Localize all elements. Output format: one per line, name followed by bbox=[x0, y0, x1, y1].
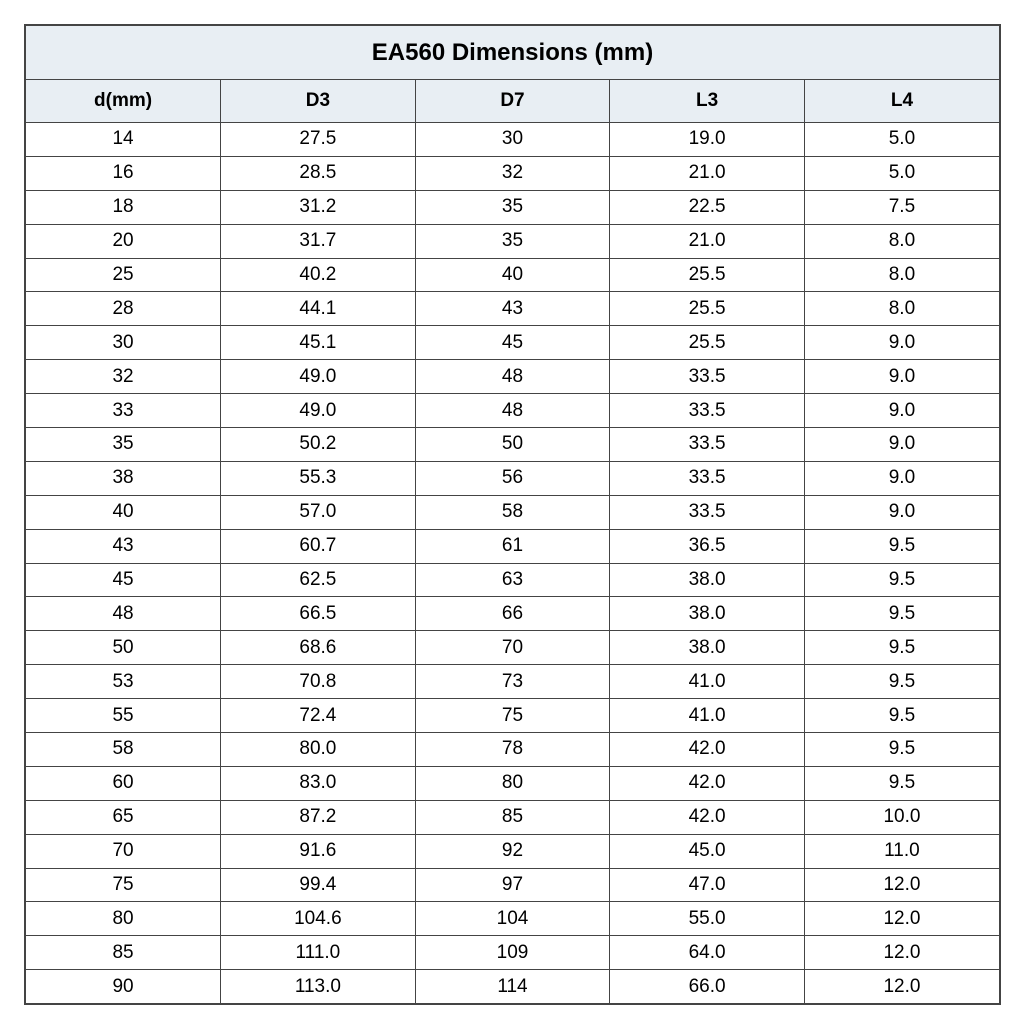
cell-l4: 8.0 bbox=[804, 224, 999, 258]
cell-d: 70 bbox=[26, 834, 221, 868]
cell-d3: 44.1 bbox=[221, 292, 416, 326]
cell-l4: 9.5 bbox=[804, 699, 999, 733]
table-row bbox=[26, 258, 999, 292]
table-row bbox=[26, 326, 999, 360]
cell-d3: 28.5 bbox=[221, 156, 416, 190]
cell-l3: 33.5 bbox=[610, 495, 805, 529]
cell-l4: 12.0 bbox=[804, 902, 999, 936]
table-row bbox=[26, 224, 999, 258]
cell-l3: 42.0 bbox=[610, 800, 805, 834]
cell-l4: 11.0 bbox=[804, 834, 999, 868]
cell-d: 48 bbox=[26, 597, 221, 631]
cell-d7: 73 bbox=[415, 665, 610, 699]
cell-d3: 99.4 bbox=[221, 868, 416, 902]
cell-d: 14 bbox=[26, 123, 221, 157]
cell-d7: 32 bbox=[415, 156, 610, 190]
cell-d3: 104.6 bbox=[221, 902, 416, 936]
cell-d7: 35 bbox=[415, 190, 610, 224]
table-row bbox=[26, 970, 999, 1003]
table-row bbox=[26, 156, 999, 190]
cell-d: 65 bbox=[26, 800, 221, 834]
cell-d7: 85 bbox=[415, 800, 610, 834]
cell-d3: 55.3 bbox=[221, 461, 416, 495]
cell-d: 55 bbox=[26, 699, 221, 733]
cell-d7: 63 bbox=[415, 563, 610, 597]
cell-d: 45 bbox=[26, 563, 221, 597]
cell-d3: 45.1 bbox=[221, 326, 416, 360]
cell-d7: 30 bbox=[415, 123, 610, 157]
cell-d: 28 bbox=[26, 292, 221, 326]
cell-l4: 8.0 bbox=[804, 292, 999, 326]
cell-d3: 70.8 bbox=[221, 665, 416, 699]
header-row bbox=[26, 80, 999, 123]
table-row bbox=[26, 665, 999, 699]
cell-l4: 9.5 bbox=[804, 597, 999, 631]
table-row bbox=[26, 800, 999, 834]
cell-d: 58 bbox=[26, 733, 221, 767]
cell-d: 80 bbox=[26, 902, 221, 936]
cell-d3: 66.5 bbox=[221, 597, 416, 631]
table-body bbox=[26, 123, 999, 1004]
cell-d7: 78 bbox=[415, 733, 610, 767]
cell-l3: 38.0 bbox=[610, 631, 805, 665]
cell-l4: 10.0 bbox=[804, 800, 999, 834]
cell-d: 90 bbox=[26, 970, 221, 1003]
cell-l3: 55.0 bbox=[610, 902, 805, 936]
cell-l3: 25.5 bbox=[610, 258, 805, 292]
cell-l3: 42.0 bbox=[610, 733, 805, 767]
table-row bbox=[26, 902, 999, 936]
table-row bbox=[26, 394, 999, 428]
cell-d3: 49.0 bbox=[221, 360, 416, 394]
cell-l4: 9.5 bbox=[804, 631, 999, 665]
cell-d: 20 bbox=[26, 224, 221, 258]
cell-d3: 68.6 bbox=[221, 631, 416, 665]
column-header-l4: L4 bbox=[804, 80, 999, 123]
table-row bbox=[26, 495, 999, 529]
cell-l3: 36.5 bbox=[610, 529, 805, 563]
cell-l4: 12.0 bbox=[804, 970, 999, 1003]
column-header-d7: D7 bbox=[415, 80, 610, 123]
cell-l3: 38.0 bbox=[610, 563, 805, 597]
cell-d3: 31.7 bbox=[221, 224, 416, 258]
table-row bbox=[26, 631, 999, 665]
cell-l4: 8.0 bbox=[804, 258, 999, 292]
table-row bbox=[26, 360, 999, 394]
cell-l4: 9.5 bbox=[804, 665, 999, 699]
cell-d: 75 bbox=[26, 868, 221, 902]
cell-d7: 114 bbox=[415, 970, 610, 1003]
cell-d: 16 bbox=[26, 156, 221, 190]
cell-d7: 40 bbox=[415, 258, 610, 292]
table-row bbox=[26, 868, 999, 902]
cell-l4: 5.0 bbox=[804, 156, 999, 190]
cell-d: 43 bbox=[26, 529, 221, 563]
table-row bbox=[26, 597, 999, 631]
cell-l4: 9.5 bbox=[804, 733, 999, 767]
cell-l4: 9.0 bbox=[804, 495, 999, 529]
dimensions-table bbox=[26, 80, 999, 1003]
cell-l3: 45.0 bbox=[610, 834, 805, 868]
cell-l3: 64.0 bbox=[610, 936, 805, 970]
cell-d7: 97 bbox=[415, 868, 610, 902]
cell-l3: 25.5 bbox=[610, 326, 805, 360]
cell-d3: 72.4 bbox=[221, 699, 416, 733]
cell-d7: 61 bbox=[415, 529, 610, 563]
cell-l3: 38.0 bbox=[610, 597, 805, 631]
table-row bbox=[26, 936, 999, 970]
table-row bbox=[26, 292, 999, 326]
cell-d: 18 bbox=[26, 190, 221, 224]
table-row bbox=[26, 190, 999, 224]
cell-d7: 43 bbox=[415, 292, 610, 326]
cell-d7: 70 bbox=[415, 631, 610, 665]
cell-d7: 48 bbox=[415, 360, 610, 394]
table-row bbox=[26, 529, 999, 563]
table-row bbox=[26, 834, 999, 868]
cell-d7: 50 bbox=[415, 428, 610, 462]
cell-l3: 21.0 bbox=[610, 156, 805, 190]
cell-d7: 75 bbox=[415, 699, 610, 733]
cell-d: 40 bbox=[26, 495, 221, 529]
cell-l3: 41.0 bbox=[610, 665, 805, 699]
cell-d7: 58 bbox=[415, 495, 610, 529]
cell-d: 30 bbox=[26, 326, 221, 360]
cell-l4: 9.0 bbox=[804, 428, 999, 462]
cell-l4: 9.5 bbox=[804, 563, 999, 597]
cell-d: 32 bbox=[26, 360, 221, 394]
cell-l3: 25.5 bbox=[610, 292, 805, 326]
cell-d: 53 bbox=[26, 665, 221, 699]
cell-d: 50 bbox=[26, 631, 221, 665]
dimensions-table-container bbox=[24, 24, 1001, 1005]
cell-l3: 33.5 bbox=[610, 360, 805, 394]
cell-l4: 5.0 bbox=[804, 123, 999, 157]
cell-l3: 66.0 bbox=[610, 970, 805, 1003]
table-row bbox=[26, 428, 999, 462]
cell-l3: 47.0 bbox=[610, 868, 805, 902]
cell-l4: 9.5 bbox=[804, 529, 999, 563]
cell-d3: 31.2 bbox=[221, 190, 416, 224]
cell-d: 60 bbox=[26, 766, 221, 800]
table-row bbox=[26, 123, 999, 157]
cell-l4: 7.5 bbox=[804, 190, 999, 224]
cell-d3: 83.0 bbox=[221, 766, 416, 800]
cell-l4: 9.0 bbox=[804, 461, 999, 495]
cell-d3: 40.2 bbox=[221, 258, 416, 292]
cell-d7: 109 bbox=[415, 936, 610, 970]
cell-d3: 60.7 bbox=[221, 529, 416, 563]
cell-l4: 9.0 bbox=[804, 326, 999, 360]
cell-l4: 9.0 bbox=[804, 394, 999, 428]
cell-d3: 57.0 bbox=[221, 495, 416, 529]
table-row bbox=[26, 563, 999, 597]
column-header-d: d(mm) bbox=[26, 80, 221, 123]
cell-l3: 22.5 bbox=[610, 190, 805, 224]
cell-d3: 80.0 bbox=[221, 733, 416, 767]
cell-l3: 42.0 bbox=[610, 766, 805, 800]
cell-d: 33 bbox=[26, 394, 221, 428]
cell-d3: 87.2 bbox=[221, 800, 416, 834]
cell-d7: 35 bbox=[415, 224, 610, 258]
cell-d: 85 bbox=[26, 936, 221, 970]
cell-d: 38 bbox=[26, 461, 221, 495]
cell-d7: 66 bbox=[415, 597, 610, 631]
cell-d3: 49.0 bbox=[221, 394, 416, 428]
cell-d7: 48 bbox=[415, 394, 610, 428]
cell-l4: 12.0 bbox=[804, 936, 999, 970]
cell-d7: 92 bbox=[415, 834, 610, 868]
table-row bbox=[26, 461, 999, 495]
cell-d3: 50.2 bbox=[221, 428, 416, 462]
cell-l4: 12.0 bbox=[804, 868, 999, 902]
cell-l3: 33.5 bbox=[610, 461, 805, 495]
table-row bbox=[26, 699, 999, 733]
cell-l3: 21.0 bbox=[610, 224, 805, 258]
cell-d3: 62.5 bbox=[221, 563, 416, 597]
cell-d: 25 bbox=[26, 258, 221, 292]
cell-d3: 113.0 bbox=[221, 970, 416, 1003]
table-title: EA560 Dimensions (mm) bbox=[26, 26, 999, 80]
cell-d3: 27.5 bbox=[221, 123, 416, 157]
cell-d7: 56 bbox=[415, 461, 610, 495]
cell-l3: 33.5 bbox=[610, 394, 805, 428]
cell-d7: 80 bbox=[415, 766, 610, 800]
column-header-l3: L3 bbox=[610, 80, 805, 123]
cell-d3: 91.6 bbox=[221, 834, 416, 868]
cell-d3: 111.0 bbox=[221, 936, 416, 970]
cell-l3: 33.5 bbox=[610, 428, 805, 462]
column-header-d3: D3 bbox=[221, 80, 416, 123]
table-row bbox=[26, 766, 999, 800]
cell-l4: 9.0 bbox=[804, 360, 999, 394]
cell-l3: 19.0 bbox=[610, 123, 805, 157]
cell-l4: 9.5 bbox=[804, 766, 999, 800]
cell-l3: 41.0 bbox=[610, 699, 805, 733]
cell-d7: 45 bbox=[415, 326, 610, 360]
table-row bbox=[26, 733, 999, 767]
cell-d: 35 bbox=[26, 428, 221, 462]
cell-d7: 104 bbox=[415, 902, 610, 936]
